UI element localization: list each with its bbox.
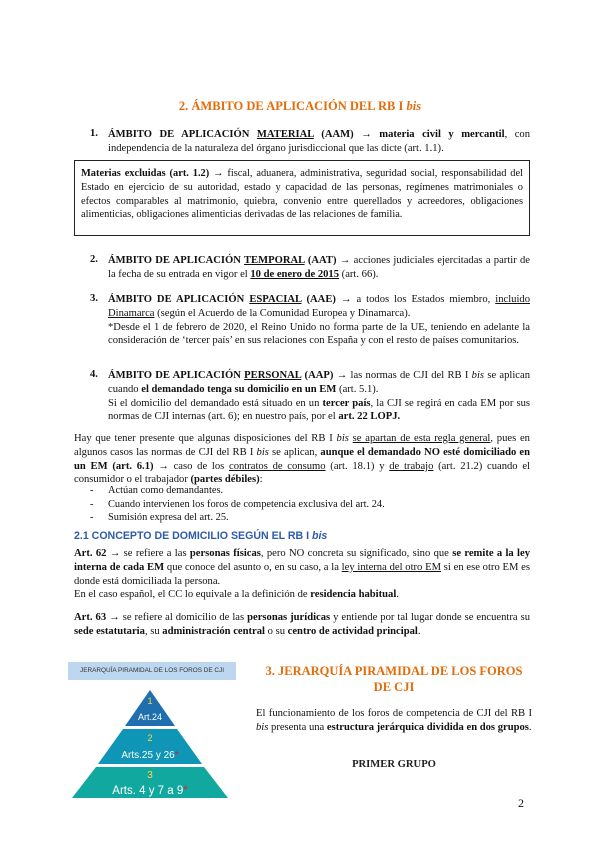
level-3-number: 3 bbox=[147, 770, 153, 781]
level-1-number: 1 bbox=[147, 696, 153, 706]
level-2-number: 2 bbox=[147, 733, 153, 743]
hierarchy-paragraph: El funcionamiento de los foros de competencia de CJI del RB I bis presenta una estructura jerárquica dividida en dos grupos. bbox=[256, 708, 532, 733]
exceptions-paragraph: Hay que tener presente que algunas disposiciones del RB I bis se apartan de esta regla general, pues en algunos casos las normas de CJI del RB I bis se aplican, aunque el demandado NO esté domiciliado en un EM (art. 6.1) → caso de los contratos de consumo (art. 18.1) y de trabajo (art. 21.2) cuando el consumidor o el trabajador (partes débiles): bbox=[74, 433, 530, 486]
list-item: - Sumisión expresa del art. 25. bbox=[90, 512, 229, 523]
uk-note: *Desde el 1 de febrero de 2020, el Reino Unido no forma parte de la UE, teniendo en adelante la consideración de ‘tercer país’ en sus relaciones con España y con el resto de países comunitarios. bbox=[108, 321, 530, 347]
item-number: 4. bbox=[90, 369, 98, 380]
primer-grupo-heading: PRIMER GRUPO bbox=[352, 759, 436, 770]
heading-bis: bis bbox=[406, 99, 422, 113]
level-2-label: Arts.25 y 26* bbox=[121, 750, 179, 761]
item-material: ÁMBITO DE APLICACIÓN MATERIAL (AAM) → materia civil y mercantil, con independencia de la naturaleza del órgano jurisdiccional que las dicte (art. 1.1). bbox=[108, 129, 531, 154]
section-heading-2-1: 2.1 CONCEPTO DE DOMICILIO SEGÚN EL RB I bis bbox=[74, 530, 328, 542]
pyramid-title: JERARQUÍA PIRAMIDAL DE LOS FOROS DE CJI bbox=[68, 662, 236, 680]
item-temporal: ÁMBITO DE APLICACIÓN TEMPORAL (AAT) → acciones judiciales ejercitadas a partir de la fecha de su entrada en vigor el 10 de enero de 2015 (art. 66). bbox=[108, 255, 530, 280]
pyramid-diagram bbox=[50, 688, 250, 800]
item-number: 3. bbox=[90, 293, 98, 304]
item-number: 1. bbox=[90, 128, 98, 139]
item-espacial: ÁMBITO DE APLICACIÓN ESPACIAL (AAE) → a todos los Estados miembro, incluido Dinamarca (según el Acuerdo de la Comunidad Europea y Dinamarca). *Desde el 1 de febrero de 2020, el Reino Unido no forma parte de la UE, teniendo en adelante la consideración de ‘tercer país’ en sus relaciones con España y con el resto de países comunitarios. bbox=[108, 294, 530, 347]
excluded-materials-box: Materias excluidas (art. 1.2) → fiscal, aduanera, administrativa, seguridad social, responsabilidad del Estado en ejercicio de su autoridad, estado y capacidad de las personas, regímenes matrimoniales o efectos comparables al matrimonio, quiebra, convenio entre querellados y acreedores, obligaciones alimenticias, obligaciones alimenticias derivadas de las relaciones de familia. bbox=[74, 160, 530, 236]
level-1-label: Art.24 bbox=[137, 712, 163, 722]
page-number: 2 bbox=[518, 796, 524, 810]
art-63-paragraph: Art. 63 → se refiere al domicilio de las personas jurídicas y entiende por tal lugar donde se encuentra su sede estatutaria, su administración central o su centro de actividad principal. bbox=[74, 612, 531, 637]
art-62-paragraph: Art. 62 → se refiere a las personas físicas, pero NO concreta su significado, sino que se remite a la ley interna de cada EM que conoce del asunto o, en su caso, a la ley interna del otro EM si en ese otro EM es donde está domiciliada la persona. En el caso español, el CC lo equivale a la definición de residencia habitual. bbox=[74, 548, 531, 601]
level-3-label: Arts. 4 y 7 a 9* bbox=[112, 785, 188, 797]
item-number: 2. bbox=[90, 254, 98, 265]
section-heading-3: 3. JERARQUÍA PIRAMIDAL DE LOS FOROS DE CJI bbox=[265, 664, 523, 694]
list-item: - Actúan como demandantes. bbox=[90, 485, 224, 496]
heading-text: 2. ÁMBITO DE APLICACIÓN DEL RB I bbox=[178, 99, 407, 113]
list-item: - Cuando intervienen los foros de competencia exclusiva del art. 24. bbox=[90, 498, 385, 510]
section-heading-2 bbox=[0, 99, 600, 114]
item-personal: ÁMBITO DE APLICACIÓN PERSONAL (AAP) → las normas de CJI del RB I bis se aplican cuando el demandado tenga su domicilio en un EM (art. 5.1). Si el domicilio del demandado está situado en un tercer país, la CJI se regirá en cada EM por sus normas de CJI internas (art. 6); en nuestro país, por el art. 22 LOPJ. bbox=[108, 370, 530, 423]
exceptions-list bbox=[90, 484, 385, 525]
